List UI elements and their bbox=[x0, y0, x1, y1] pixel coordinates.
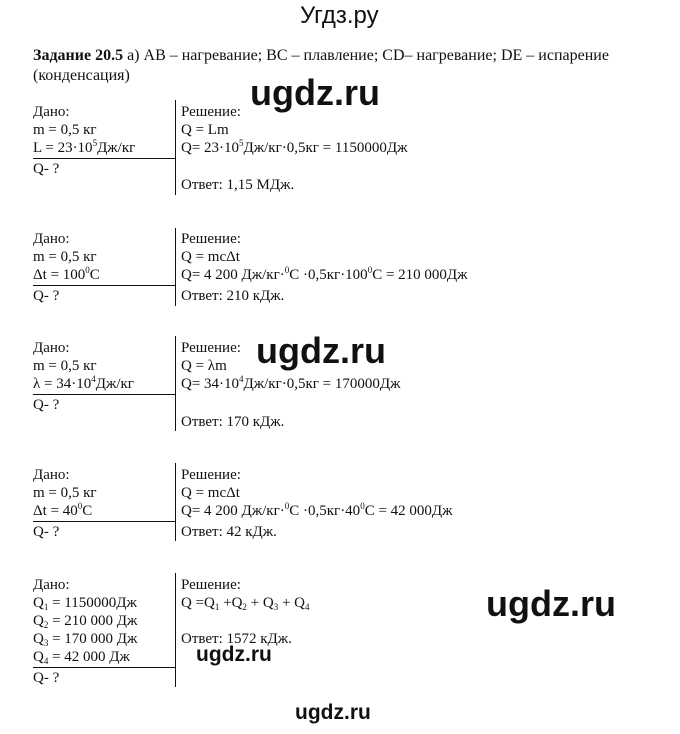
find-label: Q- ? bbox=[33, 161, 60, 177]
given-q2: $Q_2 = 210$ 000 Дж bbox=[33, 613, 138, 630]
solution-formula: $Q =Q_1 +Q_2 + Q_3 + Q_4$ bbox=[181, 595, 310, 612]
find-label: Q- ? bbox=[33, 288, 60, 304]
given-temp: $\Delta t = 40^0C$ bbox=[33, 501, 93, 519]
watermark: ugdz.ru bbox=[486, 583, 616, 624]
task-label: Задание 20.5 bbox=[33, 47, 124, 64]
solution-formula: Q = Lm bbox=[181, 122, 229, 138]
column-divider bbox=[175, 228, 176, 306]
solution-calc: Q= 4 200 $Дж/кг\cdot^0C \cdot 0,5кг\cdot 100^0C = 210$ 000Дж bbox=[181, 265, 468, 283]
solution-formula: Q = mcΔt bbox=[181, 485, 240, 501]
answer: Ответ: 170 кДж. bbox=[181, 414, 285, 430]
given-mass: m = 0,5 кг bbox=[33, 485, 97, 501]
site-title: Угдз.ру bbox=[300, 2, 379, 29]
given-heading: Дано: bbox=[33, 340, 70, 356]
solution-heading: Решение: bbox=[181, 467, 241, 483]
solution-heading: Решение: bbox=[181, 340, 241, 356]
answer: Ответ: 42 кДж. bbox=[181, 524, 277, 540]
column-divider bbox=[175, 463, 176, 541]
given-heading: Дано: bbox=[33, 467, 70, 483]
given-mass: m = 0,5 кг bbox=[33, 358, 97, 374]
watermark: ugdz.ru bbox=[250, 72, 380, 113]
given-heat: $L = 23\cdot 10^5Дж/кг$ bbox=[33, 138, 136, 156]
task-text-line1: а) АВ – нагревание; ВС – плавление; CD– нагревание; DE – испарение bbox=[127, 47, 609, 64]
given-divider bbox=[33, 521, 175, 522]
given-divider bbox=[33, 667, 175, 668]
solution-calc: $Q= 23\cdot 10^5Дж/кг\cdot 0,5кг = 1150000Дж$ bbox=[181, 138, 408, 156]
find-label: Q- ? bbox=[33, 397, 60, 413]
column-divider bbox=[175, 100, 176, 195]
answer: Ответ: 1572 кДж. bbox=[181, 631, 292, 647]
task-text-line2: (конденсация) bbox=[33, 67, 130, 84]
solution-heading: Решение: bbox=[181, 577, 241, 593]
watermark: ugdz.ru bbox=[256, 330, 386, 371]
given-mass: m = 0,5 кг bbox=[33, 122, 97, 138]
solution-formula: Q = λm bbox=[181, 358, 227, 374]
given-heat: $\lambda = 34\cdot 10^4Дж/кг$ bbox=[33, 374, 134, 392]
given-temp: $\Delta t = 100^0C$ bbox=[33, 265, 100, 283]
given-divider bbox=[33, 394, 175, 395]
given-divider bbox=[33, 285, 175, 286]
given-mass: m = 0,5 кг bbox=[33, 249, 97, 265]
solution-calc: $Q= 34\cdot 10^4Дж/кг\cdot 0,5кг = 170000Дж$ bbox=[181, 374, 401, 392]
given-q1: $Q_1 = 1150000Дж$ bbox=[33, 595, 137, 612]
task-heading bbox=[33, 46, 609, 66]
watermark: ugdz.ru bbox=[295, 701, 371, 724]
solution-formula: Q = mcΔt bbox=[181, 249, 240, 265]
find-label: Q- ? bbox=[33, 670, 60, 686]
column-divider bbox=[175, 336, 176, 431]
given-heading: Дано: bbox=[33, 577, 70, 593]
given-q4: $Q_4 = 42$ 000 Дж bbox=[33, 649, 130, 666]
given-q3: $Q_3 = 170$ 000 Дж bbox=[33, 631, 138, 648]
solution-calc: Q= 4 200 $Дж/кг\cdot^0C \cdot 0,5кг\cdot 40^0C = 42$ 000Дж bbox=[181, 501, 453, 519]
answer: Ответ: 210 кДж. bbox=[181, 288, 285, 304]
solution-heading: Решение: bbox=[181, 104, 241, 120]
given-divider bbox=[33, 158, 175, 159]
find-label: Q- ? bbox=[33, 524, 60, 540]
watermark: ugdz.ru bbox=[196, 643, 272, 666]
column-divider bbox=[175, 573, 176, 687]
given-heading: Дано: bbox=[33, 104, 70, 120]
given-heading: Дано: bbox=[33, 231, 70, 247]
answer: Ответ: 1,15 МДж. bbox=[181, 177, 295, 193]
solution-heading: Решение: bbox=[181, 231, 241, 247]
